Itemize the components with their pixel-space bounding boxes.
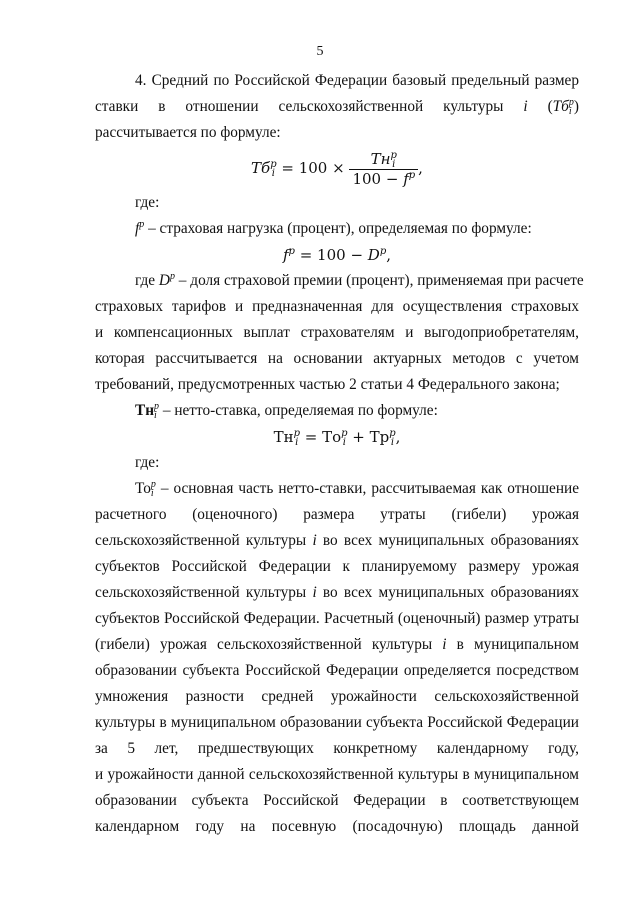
- paragraph-line: образовании субъекта Российской Федерации в соответствующем: [95, 792, 579, 809]
- paragraph-line: календарном году на посевную (посадочную) площадь данной: [95, 818, 579, 835]
- tn-definition: Тн p i – нетто-ставка, определяемая по формуле:: [135, 401, 438, 422]
- paragraph-line: сельскохозяйственной культуры i во всех муниципальных образованиях: [95, 584, 579, 601]
- fp-definition: $f^p$ – страховая нагрузка (процент), определяемая по формуле:: [135, 218, 532, 237]
- paragraph-line: культуры в муниципальном образовании субъекта Российской Федерации: [95, 714, 579, 731]
- to-definition: То p i – основная часть нетто-ставки, рассчитываемая как отношение: [135, 479, 579, 500]
- paragraph-line: сельскохозяйственной культуры i во всех муниципальных образованиях: [95, 532, 579, 549]
- formula-tn: Тн p i = То p i + Тр p i ,: [273, 428, 401, 448]
- paragraph-line: расчетного (оценочного) размера утраты (гибели) урожая: [95, 506, 579, 523]
- document-body: [95, 68, 584, 840]
- paragraph-line: рассчитывается по формуле:: [95, 124, 281, 141]
- formula-tb: Тб p i = 100 × Тн p i $100 - f^p$ ,: [251, 150, 423, 188]
- paragraph-line: требований, предусмотренных частью 2 статьи 4 Федерального закона;: [95, 376, 560, 393]
- paragraph-line: ставки в отношении сельскохозяйственной культуры i (Тб p i ): [95, 97, 579, 118]
- page-number: 5: [316, 44, 324, 59]
- paragraph-line: (гибели) урожая сельскохозяйственной культуры i в муниципальном: [95, 636, 579, 653]
- paragraph-line: субъектов Российской Федерации к планируемому размеру урожая: [95, 558, 579, 575]
- paragraph-line: и урожайности данной сельскохозяйственной культуры в муниципальном: [95, 766, 579, 783]
- paragraph-line: 4. Средний по Российской Федерации базовый предельный размер: [135, 72, 579, 89]
- paragraph-line: образовании субъекта Российской Федерации определяется посредством: [95, 662, 579, 679]
- paragraph-line: за 5 лет, предшествующих конкретному календарному году,: [95, 740, 579, 757]
- paragraph-line: умножения разности средней урожайности сельскохозяйственной: [95, 688, 579, 705]
- paragraph-line: которая рассчитывается на основании актуарных методов с учетом: [95, 350, 579, 367]
- dp-definition: где $D^p$ – доля страховой премии (процент), применяемая при расчете: [135, 270, 584, 289]
- formula-fp: $f^p = 100 - D^p$,: [282, 246, 392, 264]
- paragraph-line: субъектов Российской Федерации. Расчетный (оценочный) размер утраты: [95, 610, 579, 627]
- paragraph-line: и компенсационных выплат страхователям и выгодоприобретателям,: [95, 324, 579, 341]
- where-label: где:: [135, 454, 160, 471]
- where-label: где:: [135, 194, 160, 211]
- paragraph-line: страховых тарифов и предназначенная для осуществления страховых: [95, 298, 579, 315]
